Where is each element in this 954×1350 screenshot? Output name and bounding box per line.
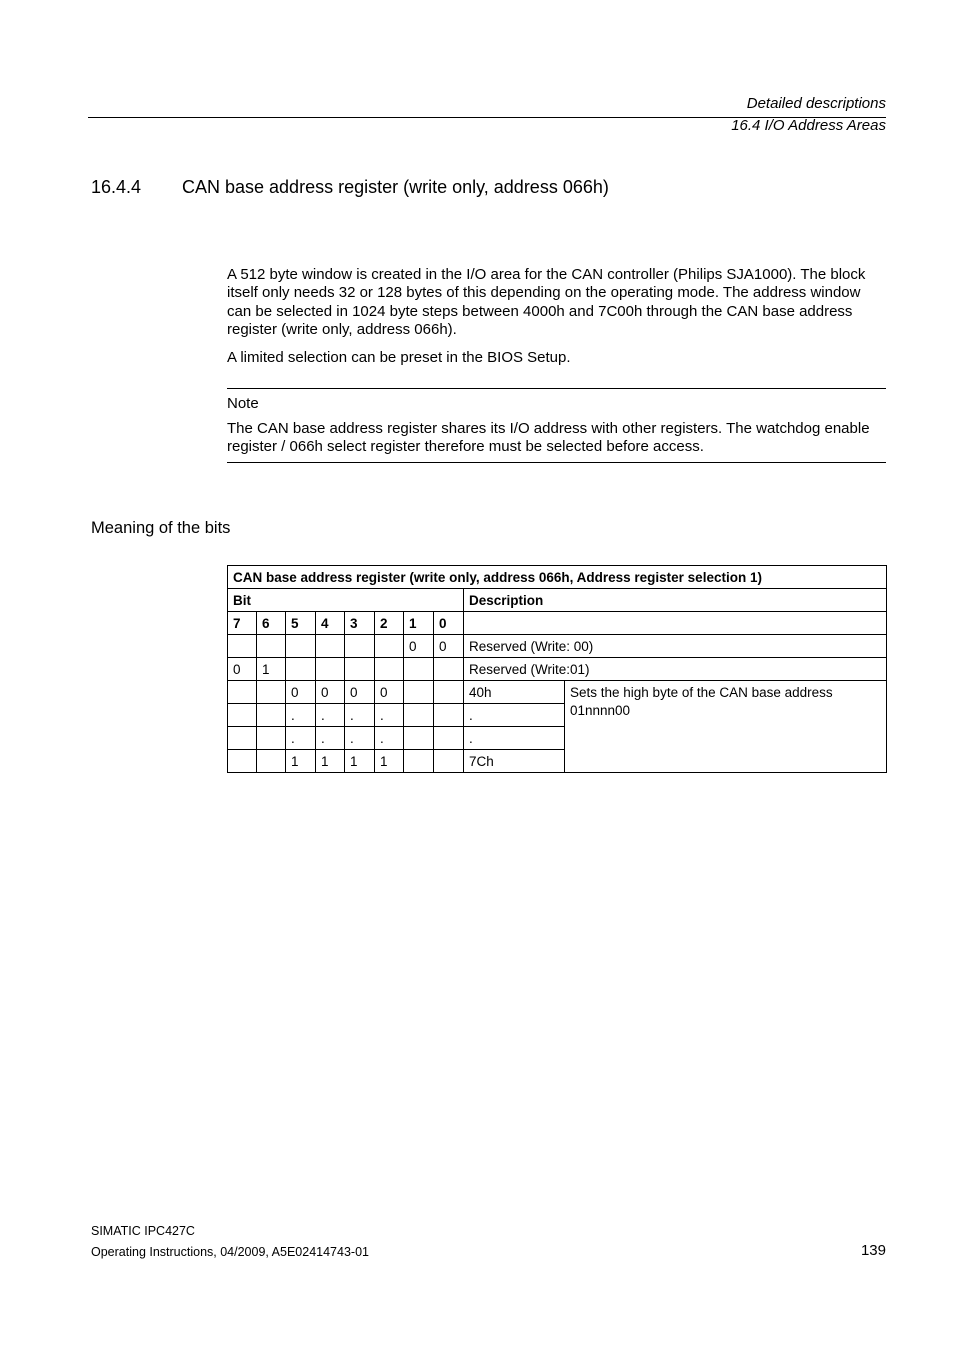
empty-cell [464,612,887,635]
bit-cell [404,681,434,704]
bit-cell: 0 [286,681,316,704]
value-cell: . [464,727,565,750]
bit-cell [257,704,286,727]
bit-cell: 0 [316,681,345,704]
bit-cell [434,658,464,681]
bit-cell [228,750,257,773]
bit-cell: . [316,727,345,750]
bit-cell: 1 [345,750,375,773]
table-header-row [228,589,887,612]
footer-document: Operating Instructions, 04/2009, A5E02414743-01 [91,1245,369,1259]
value-cell: 7Ch [464,750,565,773]
table-row [228,658,887,681]
bit-cell [404,658,434,681]
bit-number: 4 [316,612,345,635]
bit-cell [286,658,316,681]
bit-cell: 0 [404,635,434,658]
bit-cell: . [375,704,404,727]
bit-cell [316,658,345,681]
bit-cell [286,635,316,658]
bit-cell [257,681,286,704]
bit-cell [434,727,464,750]
bit-cell [404,727,434,750]
bit-number: 0 [434,612,464,635]
bit-cell [257,750,286,773]
value-cell: . [464,704,565,727]
bit-cell: . [316,704,345,727]
table-title: CAN base address register (write only, address 066h, Address register selection 1) [228,566,887,589]
register-table [227,565,887,773]
bit-cell [345,658,375,681]
bit-cell [228,635,257,658]
description-cell: Reserved (Write: 00) [464,635,887,658]
body-paragraph-2: A limited selection can be preset in the BIOS Setup. [227,349,571,366]
note-bottom-rule [227,462,886,463]
body-paragraph-1: A 512 byte window is created in the I/O area for the CAN controller (Philips SJA1000). The block itself only needs 32 or 128 bytes of this depending on the operating mode. The address window can be selected in 1024 byte steps between 4000h and 7C00h through the CAN base address register (write only, address 066h). [227,266,866,338]
running-header-chapter: Detailed descriptions [746,95,886,112]
column-header-description: Description [464,589,887,612]
bit-cell [375,658,404,681]
bit-cell [375,635,404,658]
note-top-rule [227,388,886,389]
bit-cell: 0 [375,681,404,704]
bit-cell [434,681,464,704]
bit-cell [228,704,257,727]
table-title-row [228,566,887,589]
bit-cell: 1 [375,750,404,773]
table-row [228,635,887,658]
bit-cell: 0 [228,658,257,681]
note-text: The CAN base address register shares its I/O address with other registers. The watchdog enable register / 066h select register therefore must be selected before access. [227,420,870,456]
bit-cell [257,727,286,750]
bit-cell [345,635,375,658]
bit-number: 7 [228,612,257,635]
bit-cell: 1 [257,658,286,681]
bit-cell [404,704,434,727]
footer-product: SIMATIC IPC427C [91,1224,195,1238]
table-row [228,681,887,704]
bit-cell [228,727,257,750]
bit-cell [404,750,434,773]
bit-cell: 0 [345,681,375,704]
bit-cell: . [286,727,316,750]
subheading: Meaning of the bits [91,519,231,537]
range-description-cell: Sets the high byte of the CAN base address 01nnnn00 [565,681,887,773]
bit-number: 1 [404,612,434,635]
bit-cell [257,635,286,658]
bit-cell [316,635,345,658]
bit-cell: 1 [286,750,316,773]
note-label: Note [227,395,259,412]
section-title: CAN base address register (write only, address 066h) [182,177,609,197]
bit-cell: 0 [434,635,464,658]
page-number: 139 [860,1242,886,1259]
bit-cell [434,704,464,727]
bit-cell: 1 [316,750,345,773]
bit-number: 2 [375,612,404,635]
bit-cell [434,750,464,773]
bit-number: 3 [345,612,375,635]
bit-number-row [228,612,887,635]
bit-cell: . [286,704,316,727]
value-cell: 40h [464,681,565,704]
bit-number: 5 [286,612,316,635]
column-header-bit: Bit [228,589,464,612]
section-number: 16.4.4 [91,177,142,197]
bit-cell: . [345,704,375,727]
bit-number: 6 [257,612,286,635]
bit-cell: . [345,727,375,750]
running-header-section: 16.4 I/O Address Areas [731,117,886,134]
bit-cell: . [375,727,404,750]
description-cell: Reserved (Write:01) [464,658,887,681]
bit-cell [228,681,257,704]
